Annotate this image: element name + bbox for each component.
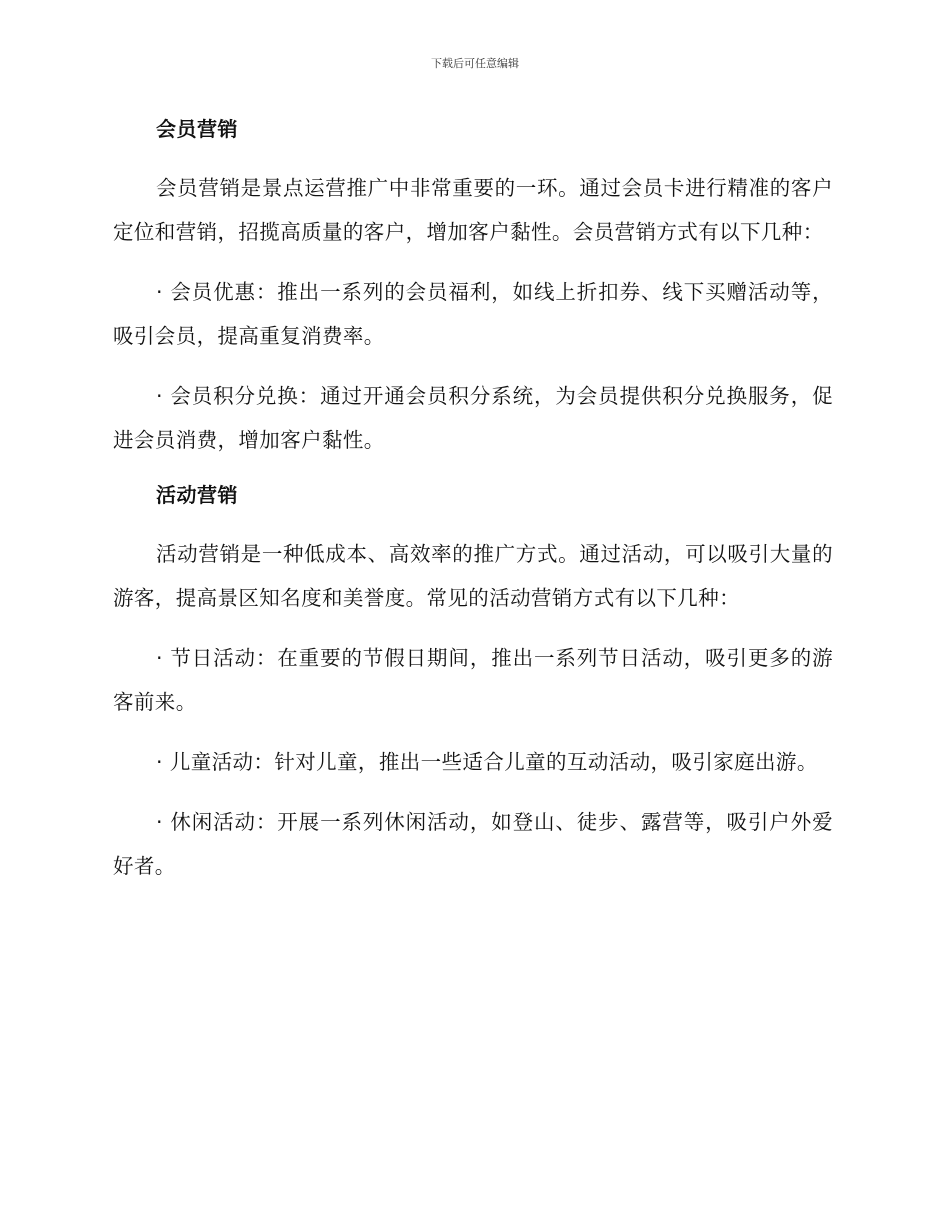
section-event-marketing <box>113 478 833 888</box>
header-note: 下载后可任意编辑 <box>431 57 519 70</box>
section-heading: 会员营销 <box>156 117 238 141</box>
bullet-item: · 节日活动：在重要的节假日期间，推出一系列节日活动，吸引更多的游客前来。 <box>113 646 833 714</box>
section-heading: 活动营销 <box>156 483 238 507</box>
bullet-item: · 休闲活动：开展一系列休闲活动，如登山、徒步、露营等，吸引户外爱好者。 <box>113 810 833 878</box>
section-member-marketing <box>113 112 833 462</box>
bullet-item: · 会员积分兑换：通过开通会员积分系统，为会员提供积分兑换服务，促进会员消费，增加客户黏性。 <box>113 384 833 452</box>
paragraph-intro: 会员营销是景点运营推广中非常重要的一环。通过会员卡进行精准的客户定位和营销，招揽高质量的客户，增加客户黏性。会员营销方式有以下几种： <box>113 176 833 244</box>
bullet-item: · 儿童活动：针对儿童，推出一些适合儿童的互动活动，吸引家庭出游。 <box>156 750 818 774</box>
bullet-item: · 会员优惠：推出一系列的会员福利，如线上折扣券、线下买赠活动等，吸引会员，提高重复消费率。 <box>113 280 833 348</box>
document-body <box>113 112 833 904</box>
paragraph-intro: 活动营销是一种低成本、高效率的推广方式。通过活动，可以吸引大量的游客，提高景区知名度和美誉度。常见的活动营销方式有以下几种： <box>113 542 833 610</box>
